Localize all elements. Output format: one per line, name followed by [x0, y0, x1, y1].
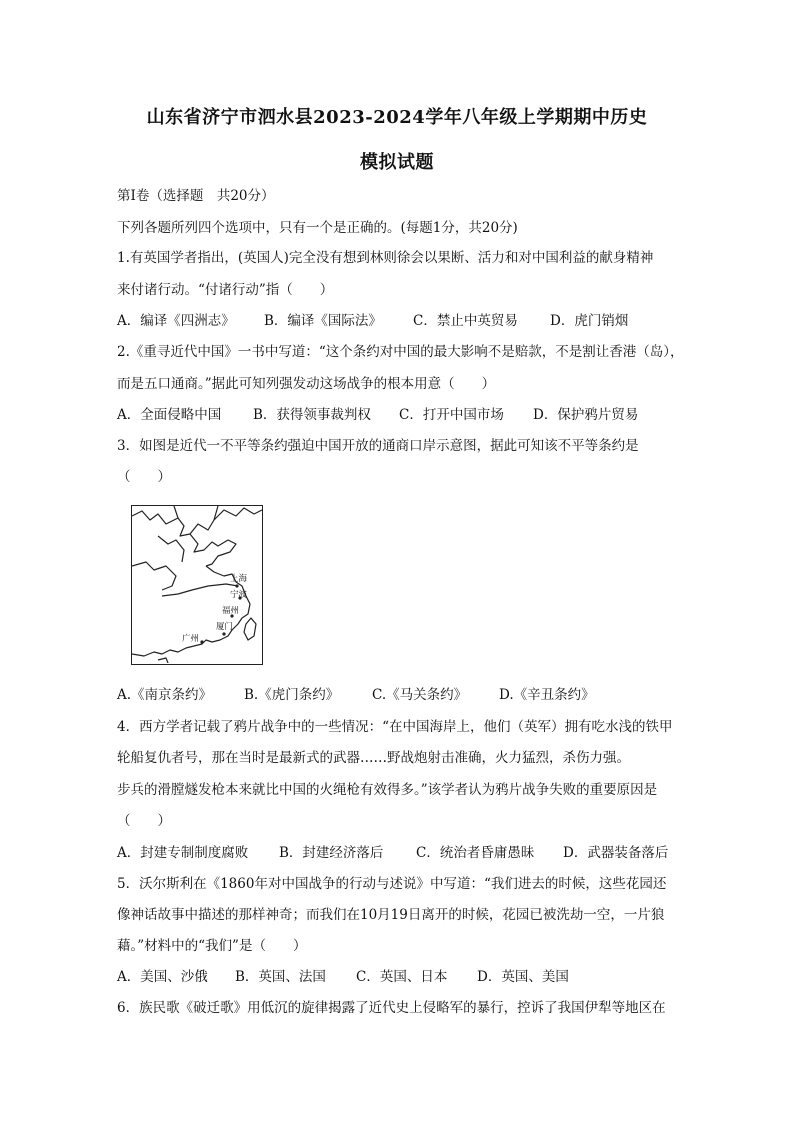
q2-option-d: D．保护鸦片贸易: [533, 407, 639, 423]
q4-stem-line4: （ ）: [117, 813, 171, 829]
q1-option-d: D．虎门销烟: [550, 313, 629, 329]
q3-option-c: C.《马关条约》: [372, 687, 468, 703]
q5-option-d: D．英国、美国: [477, 969, 569, 985]
q6-stem-line1: 6．族民歌《破迁歌》用低沉的旋律揭露了近代史上侵略军的暴行，控诉了我国伊犁等地区在: [117, 1000, 666, 1016]
document-subtitle: 模拟试题: [360, 152, 434, 173]
q3-stem-line2: （ ）: [117, 469, 171, 485]
q4-stem-line3: 步兵的滑膛燧发枪本来就比中国的火绳枪有效得多。”该学者认为鸦片战争失败的重要原因是: [117, 782, 658, 798]
treaty-ports-map: [131, 505, 263, 665]
q4-stem-line2: 轮船复仇者号，那在当时是最新式的武器……野战炮射击准确，火力猛烈，杀伤力强。: [117, 750, 630, 766]
q2-options: [117, 403, 638, 423]
q4-option-b: B．封建经济落后: [279, 845, 384, 861]
q2-option-c: C．打开中国市场: [399, 407, 504, 423]
q4-option-c: C．统治者昏庸愚昧: [416, 845, 535, 861]
q1-stem-line2: 来付诸行动。“付诸行动”指（ ）: [117, 282, 334, 298]
q3-option-a: A.《南京条约》: [117, 687, 213, 703]
q3-option-b: B.《虎门条约》: [244, 687, 340, 703]
q5-option-c: C．英国、日本: [356, 969, 448, 985]
map-label-xiamen: 厦门: [216, 622, 234, 632]
q3-stem-line1: 3．如图是近代一不平等条约强迫中国开放的通商口岸示意图，据此可知该不平等条约是: [117, 438, 639, 454]
q1-option-c: C．禁止中英贸易: [413, 313, 518, 329]
q5-options: [117, 965, 569, 985]
map-label-guangzhou: 广州: [182, 634, 200, 644]
q3-option-d: D.《辛丑条约》: [499, 687, 595, 703]
q2-stem-line2: 而是五口通商。”据此可知列强发动这场战争的根本用意（ ）: [117, 376, 496, 392]
q1-options: [117, 309, 628, 329]
q2-stem-line1: 2.《重寻近代中国》一书中写道：“这个条约对中国的最大影响不是赔款，不是割让香港（岛），: [117, 344, 684, 360]
q4-options: [117, 841, 668, 861]
q3-options: [117, 683, 595, 703]
q4-stem-line1: 4．西方学者记载了鸦片战争中的一些情况：“在中国海岸上，他们（英军）拥有吃水浅的铁甲: [117, 719, 673, 735]
instruction-text: 下列各题所列四个选项中，只有一个是正确的。(每题1分，共20分): [117, 220, 518, 236]
q1-stem-line1: 1.有英国学者指出，(英国人)完全没有想到林则徐会以果断、活力和对中国利益的献身精神: [117, 250, 654, 266]
q2-option-a: A．全面侵略中国: [117, 407, 222, 423]
map-label-ningbo: 宁波: [230, 590, 248, 600]
q4-option-a: A．封建专制制度腐败: [117, 845, 249, 861]
q5-stem-line3: 藉。”材料中的“我们”是（ ）: [117, 938, 307, 954]
q5-stem-line2: 像神话故事中描述的那样神奇；而我们在10月19日离开的时候，花园已被洗劫一空，一片狼: [117, 907, 665, 923]
map-label-fuzhou: 福州: [222, 606, 240, 616]
q5-stem-line1: 5．沃尔斯利在《1860年对中国战争的行动与述说》中写道：“我们进去的时候，这些花园还: [117, 876, 667, 892]
document-title: 山东省济宁市泗水县2023-2024学年八年级上学期期中历史: [146, 107, 648, 128]
q2-option-b: B．获得领事裁判权: [253, 407, 371, 423]
q1-option-b: B．编译《国际法》: [264, 313, 382, 329]
map-label-shanghai: 上海: [230, 574, 248, 584]
q5-option-b: B．英国、法国: [235, 969, 326, 985]
q4-option-d: D．武器装备落后: [563, 845, 669, 861]
section-heading: 第Ⅰ卷（选择题 共20分）: [117, 188, 275, 204]
q1-option-a: A．编译《四洲志》: [117, 313, 235, 329]
q5-option-a: A．美国、沙俄: [117, 969, 208, 985]
